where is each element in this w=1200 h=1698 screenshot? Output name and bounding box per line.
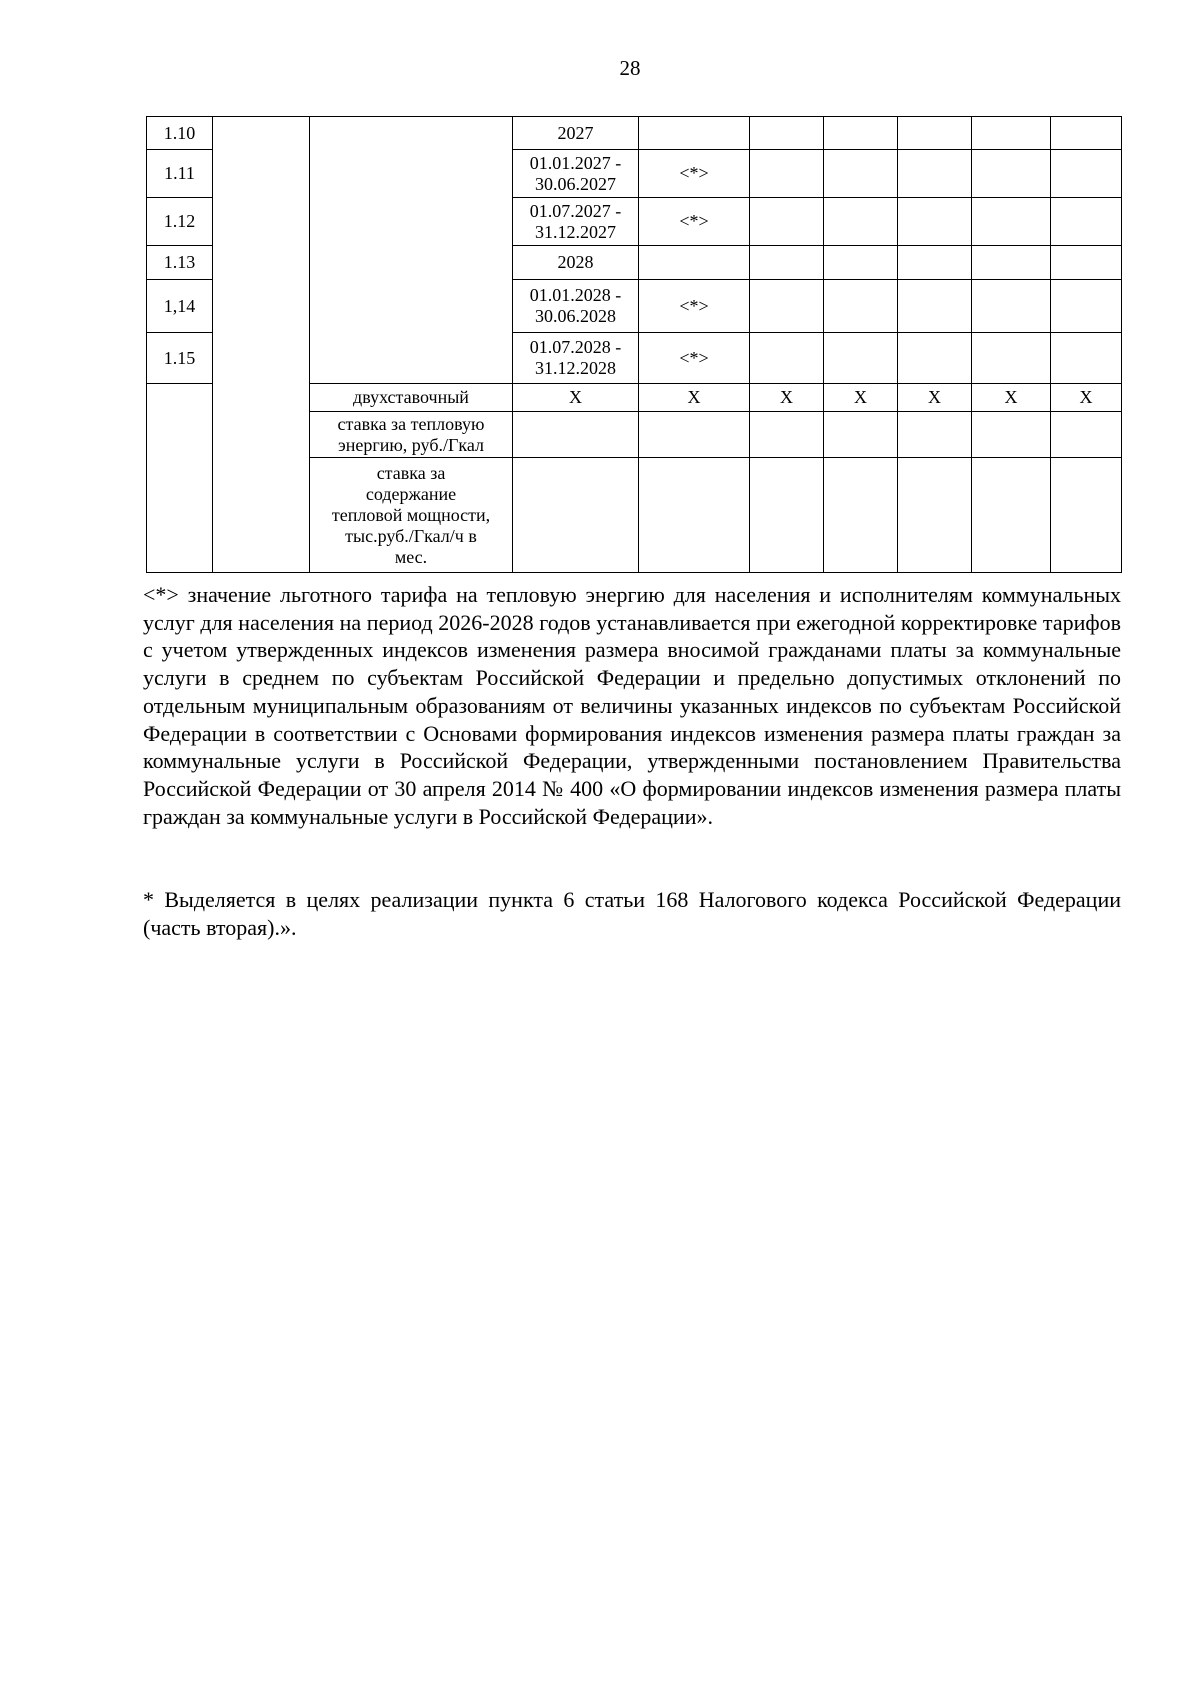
empty-cell [750,150,824,198]
empty-cell [824,333,898,384]
empty-cell [750,198,824,246]
empty-cell [972,412,1051,458]
capacity-rate-label [310,458,513,573]
empty-cell [1051,117,1122,150]
x-mark-cell: X [750,384,824,412]
empty-cell [972,280,1051,333]
empty-cell [750,458,824,573]
x-mark-cell: X [639,384,750,412]
blank-number-cell [147,384,213,573]
empty-cell [639,458,750,573]
x-mark-cell: X [898,384,972,412]
energy-rate-label [310,412,513,458]
two-part-label: двухставочный [310,384,513,412]
period-end: 30.06.2028 [535,306,616,326]
empty-cell [513,412,639,458]
row-number: 1.12 [147,198,213,246]
energy-rate-line: энергию, руб./Гкал [337,434,484,455]
x-mark-cell: X [513,384,639,412]
capacity-rate-line: тыс.руб./Гкал/ч в [345,525,477,546]
period-cell [513,333,639,384]
empty-cell [972,246,1051,280]
empty-cell [1051,333,1122,384]
empty-cell [972,458,1051,573]
empty-cell [898,333,972,384]
energy-rate-line: ставка за тепловую [337,413,485,434]
empty-cell [972,117,1051,150]
empty-cell [824,458,898,573]
vat-footnote: * Выделяется в целях реализации пункта 6 статьи 168 Налогового кодекса Российской Федерации (часть вторая).». [143,887,1121,940]
asterisk-footnote: <*> значение льготного тарифа на тепловую энергию для населения и исполнителям коммунальных услуг для населения на период 2026-2028 годов устанавливается при ежегодной корректировке тарифов с учетом утвержденных индексов изменения размера вносимой гражданами платы за коммунальные услуги в среднем по субъектам Российской Федерации и предельно допустимых отклонений по отдельным муниципальным образованиям от величины указанных индексов по субъектам Российской Федерации в соответствии с Основами формирования индексов изменения размера платы граждан за коммунальные услуги в Российской Федерации, утвержденными постановлением Правительства Российской Федерации от 30 апреля 2014 № 400 «О формировании индексов изменения размера платы граждан за коммунальные услуги в Российской Федерации». [143,582,1121,829]
empty-cell [972,198,1051,246]
empty-cell [972,150,1051,198]
empty-cell [750,246,824,280]
year-cell: 2028 [513,246,639,280]
empty-cell [750,117,824,150]
empty-cell [639,117,750,150]
empty-cell [898,280,972,333]
empty-cell [824,246,898,280]
empty-cell [824,412,898,458]
empty-cell [824,280,898,333]
empty-cell [1051,198,1122,246]
empty-cell [898,246,972,280]
period-cell [513,150,639,198]
blank-label-cell [310,117,513,384]
empty-cell [1051,458,1122,573]
empty-cell [898,198,972,246]
empty-cell [898,458,972,573]
empty-cell [824,198,898,246]
period-start: 01.01.2027 - [529,152,622,173]
x-mark-cell: X [972,384,1051,412]
empty-cell [513,458,639,573]
x-mark-cell: X [1051,384,1122,412]
capacity-rate-line: мес. [394,546,428,567]
row-number: 1,14 [147,280,213,333]
table-row [147,117,1122,150]
empty-cell [1051,150,1122,198]
empty-cell [898,117,972,150]
empty-cell [1051,412,1122,458]
empty-cell [639,412,750,458]
row-number: 1.10 [147,117,213,150]
empty-cell [1051,246,1122,280]
empty-cell [824,150,898,198]
tariff-mark-cell: <*> [639,150,750,198]
empty-cell [972,333,1051,384]
row-number: 1.11 [147,150,213,198]
period-end: 31.12.2028 [535,358,616,378]
period-end: 31.12.2027 [535,221,616,242]
period-end: 30.06.2027 [535,173,616,194]
capacity-rate-line: содержание [365,483,457,504]
empty-cell [1051,280,1122,333]
tariff-mark-cell: <*> [639,280,750,333]
x-mark-cell: X [824,384,898,412]
period-start: 01.07.2028 - [529,337,622,357]
capacity-rate-line: ставка за [376,462,446,483]
capacity-rate-line: тепловой мощности, [331,504,491,525]
tariff-mark-cell: <*> [639,198,750,246]
empty-cell [639,246,750,280]
period-cell [513,198,639,246]
row-number: 1.13 [147,246,213,280]
page-number: 28 [619,56,641,80]
empty-cell [898,150,972,198]
tariff-mark-cell: <*> [639,333,750,384]
year-cell: 2027 [513,117,639,150]
period-cell [513,280,639,333]
period-start: 01.01.2028 - [529,285,622,305]
blank-column-cell [213,117,310,573]
empty-cell [750,333,824,384]
row-number: 1.15 [147,333,213,384]
empty-cell [750,412,824,458]
tariff-table [146,116,1122,573]
empty-cell [898,412,972,458]
period-start: 01.07.2027 - [529,200,622,221]
empty-cell [824,117,898,150]
empty-cell [750,280,824,333]
